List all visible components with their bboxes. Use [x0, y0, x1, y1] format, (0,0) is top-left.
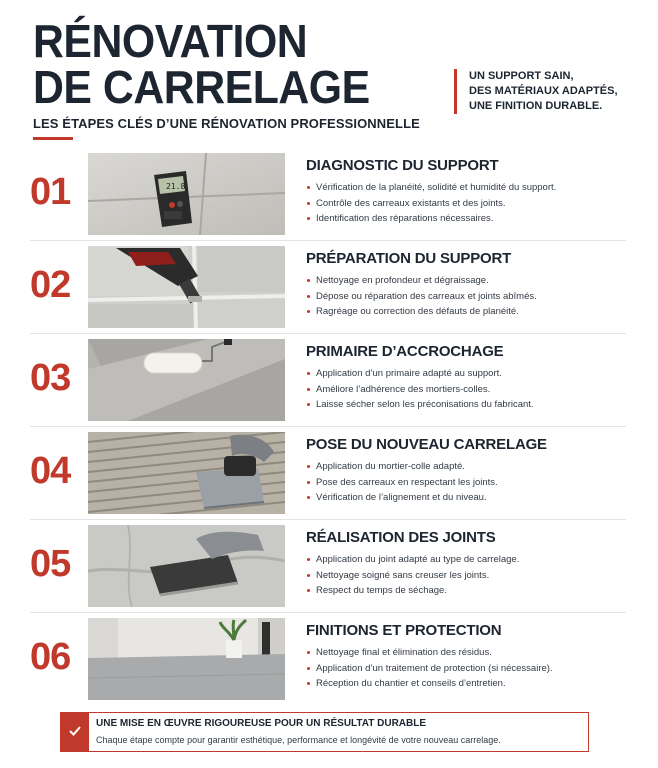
page-subtitle: LES ÉTAPES CLÉS D’UNE RÉNOVATION PROFESSIONNELLE [33, 116, 420, 131]
list-item: Nettoyage en profondeur et dégraissage. [306, 273, 537, 289]
side-note-line-3: UNE FINITION DURABLE. [469, 100, 603, 112]
list-item: Identification des réparations nécessaires. [306, 211, 556, 227]
bullet-icon [307, 279, 310, 282]
step-items [306, 180, 556, 227]
list-item: Nettoyage final et élimination des résidus. [306, 645, 553, 661]
step-title: DIAGNOSTIC DU SUPPORT [306, 157, 499, 174]
side-note-line-2: DES MATÉRIAUX ADAPTÉS, [469, 85, 618, 97]
step-photo-oscillating-tool [88, 246, 285, 328]
step-photo-grout-float [88, 525, 285, 607]
bullet-icon [307, 217, 310, 220]
list-item: Application d’un traitement de protection (si nécessaire). [306, 661, 553, 677]
banner-text: Chaque étape compte pour garantir esthétique, performance et longévité de votre nouveau carrelage. [96, 735, 501, 745]
list-item: Pose des carreaux en respectant les joints. [306, 475, 498, 491]
step-items [306, 459, 498, 506]
bullet-icon [307, 202, 310, 205]
step-6 [0, 616, 658, 709]
list-item: Dépose ou réparation des carreaux et joints abîmés. [306, 289, 537, 305]
divider [30, 612, 626, 613]
step-3 [0, 337, 658, 430]
check-badge [61, 713, 89, 751]
list-item: Améliore l’adhérence des mortiers-colles. [306, 382, 534, 398]
bullet-icon [307, 295, 310, 298]
step-title: PRIMAIRE D’ACCROCHAGE [306, 343, 504, 360]
step-photo-notched-trowel [88, 432, 285, 514]
title-accent-bar [33, 137, 73, 140]
bullet-icon [307, 372, 310, 375]
step-number: 02 [30, 264, 71, 306]
list-item: Ragréage ou correction des défauts de planéité. [306, 304, 537, 320]
side-note-line-1: UN SUPPORT SAIN, [469, 70, 574, 82]
list-item: Laisse sécher selon les préconisations du fabricant. [306, 397, 534, 413]
step-title: FINITIONS ET PROTECTION [306, 622, 502, 639]
list-item: Vérification de l’alignement et du niveau. [306, 490, 498, 506]
divider [30, 240, 626, 241]
list-item: Nettoyage soigné sans creuser les joints. [306, 568, 519, 584]
bullet-icon [307, 465, 310, 468]
list-item: Respect du temps de séchage. [306, 583, 519, 599]
title-line-1: RÉNOVATION [33, 15, 308, 67]
list-item: Application d’un primaire adapté au support. [306, 366, 534, 382]
step-photo-paint-roller [88, 339, 285, 421]
divider [30, 333, 626, 334]
bullet-icon [307, 186, 310, 189]
step-number: 05 [30, 543, 71, 585]
step-2 [0, 244, 658, 337]
title-line-2: DE CARRELAGE [33, 61, 370, 113]
bullet-icon [307, 667, 310, 670]
step-photo-finished-room [88, 618, 285, 700]
check-icon [69, 726, 81, 736]
meter-reading: 21.8 [166, 182, 186, 191]
list-item: Application du mortier-colle adapté. [306, 459, 498, 475]
list-item: Application du joint adapté au type de carrelage. [306, 552, 519, 568]
divider [30, 426, 626, 427]
step-title: POSE DU NOUVEAU CARRELAGE [306, 436, 547, 453]
bullet-icon [307, 558, 310, 561]
step-number: 03 [30, 357, 71, 399]
step-items [306, 273, 537, 320]
banner-title: UNE MISE EN ŒUVRE RIGOUREUSE POUR UN RÉSULTAT DURABLE [96, 718, 427, 729]
step-items [306, 366, 534, 413]
list-item: Vérification de la planéité, solidité et humidité du support. [306, 180, 556, 196]
step-items [306, 645, 553, 692]
bullet-icon [307, 651, 310, 654]
side-note [454, 69, 658, 114]
bullet-icon [307, 310, 310, 313]
bullet-icon [307, 589, 310, 592]
list-item: Réception du chantier et conseils d’entretien. [306, 676, 553, 692]
step-items [306, 552, 519, 599]
bullet-icon [307, 403, 310, 406]
step-number: 06 [30, 636, 71, 678]
step-4 [0, 430, 658, 523]
step-1 [0, 151, 658, 244]
bullet-icon [307, 682, 310, 685]
bullet-icon [307, 496, 310, 499]
step-number: 01 [30, 171, 71, 213]
step-number: 04 [30, 450, 71, 492]
step-title: PRÉPARATION DU SUPPORT [306, 250, 512, 267]
divider [30, 519, 626, 520]
step-title: RÉALISATION DES JOINTS [306, 529, 496, 546]
page-title [33, 15, 370, 113]
list-item: Contrôle des carreaux existants et des joints. [306, 196, 556, 212]
bullet-icon [307, 388, 310, 391]
step-5 [0, 523, 658, 616]
step-photo-moisture-meter [88, 153, 285, 235]
conclusion-banner [60, 712, 589, 752]
bullet-icon [307, 481, 310, 484]
bullet-icon [307, 574, 310, 577]
